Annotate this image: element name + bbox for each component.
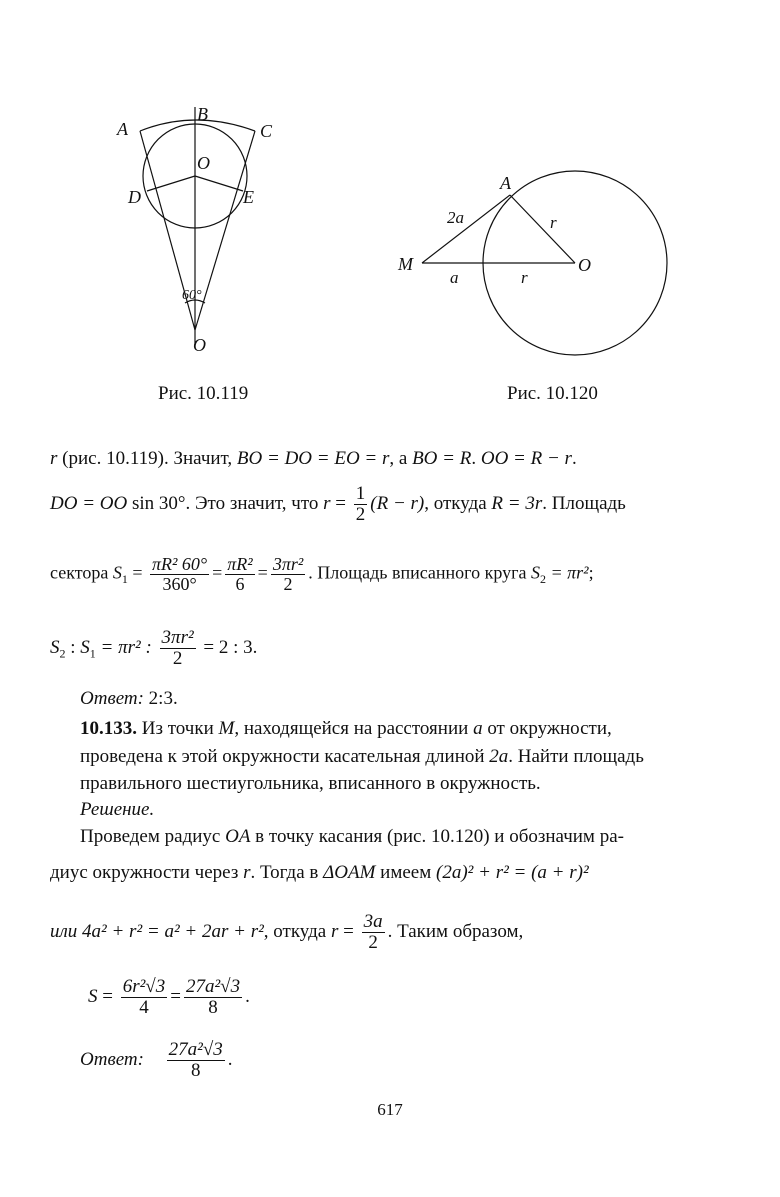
label-2a: 2a: [447, 208, 464, 227]
text-line-2: DO = OO sin 30°. Это значит, что r = $\frac{1}{2}$ (R − r), откуда R = 3r. Площадь: [50, 483, 626, 525]
label-a: A: [117, 119, 128, 139]
label-a-base: a: [450, 268, 459, 287]
fraction-sector-2: $\frac{\text{πR²}}{6}$: [227, 554, 253, 594]
tangent-ma: [422, 195, 510, 263]
label-r-base: r: [521, 268, 528, 287]
figure-10-120: [390, 165, 680, 365]
page-number: 617: [377, 1100, 403, 1119]
solution-line-1: Проведем радиус OA в точку касания (рис. 10.120) и обозначим ра-: [80, 826, 624, 847]
problem-line-3: правильного шестиугольника, вписанного в окружность.: [80, 773, 541, 794]
label-b: B: [197, 104, 208, 124]
caption-10-119: Рис. 10.119: [158, 383, 249, 404]
label-r-slant: r: [550, 213, 557, 232]
caption-10-120: Рис. 10.120: [507, 383, 598, 404]
fraction-r: $\frac{3a}{2}$: [363, 911, 383, 953]
solution-line-3: или 4a² + r² = a² + 2ar + r², откуда r = $\frac{3a}{2}$ . Таким образом,: [50, 911, 524, 953]
label-d: D: [128, 187, 141, 207]
label-o2: O: [578, 255, 591, 275]
label-o-top: O: [197, 153, 210, 173]
fraction-area-1: $\frac{\text{6r²√3}}{4}$: [122, 976, 166, 1018]
text-line-4: $S_2$ : $S_1 = \pi r^2$ : $\frac{\text{3πr²}}{2}$ = 2 : 3.: [50, 627, 258, 669]
text-line-3: сектора $S_1$ = $\frac{\text{πR² 60°}}{360^\circ}$ = $\frac{\text{πR²}}{6}$ = $\frac{\text{3πr²}}{2}$ . Площадь вписанного круга $S_2 = \pi r^2$;: [50, 554, 594, 594]
fraction-ratio: $\frac{\text{3πr²}}{2}$: [161, 627, 194, 669]
figure-10-120-diagram: [390, 165, 680, 365]
fraction-sector-1: $\frac{\text{πR² 60°}}{360^\circ}$: [151, 554, 208, 594]
label-c: C: [260, 121, 273, 141]
radius-oe: [195, 176, 243, 191]
label-a2: A: [500, 173, 511, 193]
label-e: E: [243, 187, 254, 207]
fraction-answer: $\frac{\text{27a²√3}}{8}$: [168, 1039, 223, 1081]
label-o-bottom: O: [193, 335, 206, 355]
answer-1: Ответ: 2:3.: [80, 688, 178, 709]
fraction-sector-3: $\frac{\text{3πr²}}{2}$: [272, 554, 304, 594]
text-line-1: r (рис. 10.119). Значит, BO = DO = EO = r, а BO = R. OO = R − r.: [50, 448, 577, 469]
fraction-one-half: $\frac{1}{2}$: [355, 483, 366, 525]
figure-10-119-diagram: [105, 95, 305, 365]
problem-line-1: 10.133. Из точки M, находящейся на расстоянии a от окружности,: [80, 718, 612, 739]
radius-oa: [510, 195, 575, 263]
solution-line-2: диус окружности через r. Тогда в ΔOAM имеем (2a)² + r² = (a + r)²: [50, 862, 589, 883]
answer-2: Ответ: $\frac{\text{27a²√3}}{8}$ .: [80, 1039, 233, 1081]
area-formula: S = $\frac{\text{6r²√3}}{4}$ = $\frac{\text{27a²√3}}{8}$ .: [88, 976, 250, 1018]
problem-line-2: проведена к этой окружности касательная длиной 2a. Найти площадь: [80, 746, 644, 767]
fraction-area-2: $\frac{\text{27a²√3}}{8}$: [185, 976, 241, 1018]
figure-10-119: [105, 95, 305, 365]
solution-label: Решение.: [80, 799, 155, 820]
label-m: M: [398, 254, 413, 274]
label-angle: 60°: [182, 288, 202, 303]
